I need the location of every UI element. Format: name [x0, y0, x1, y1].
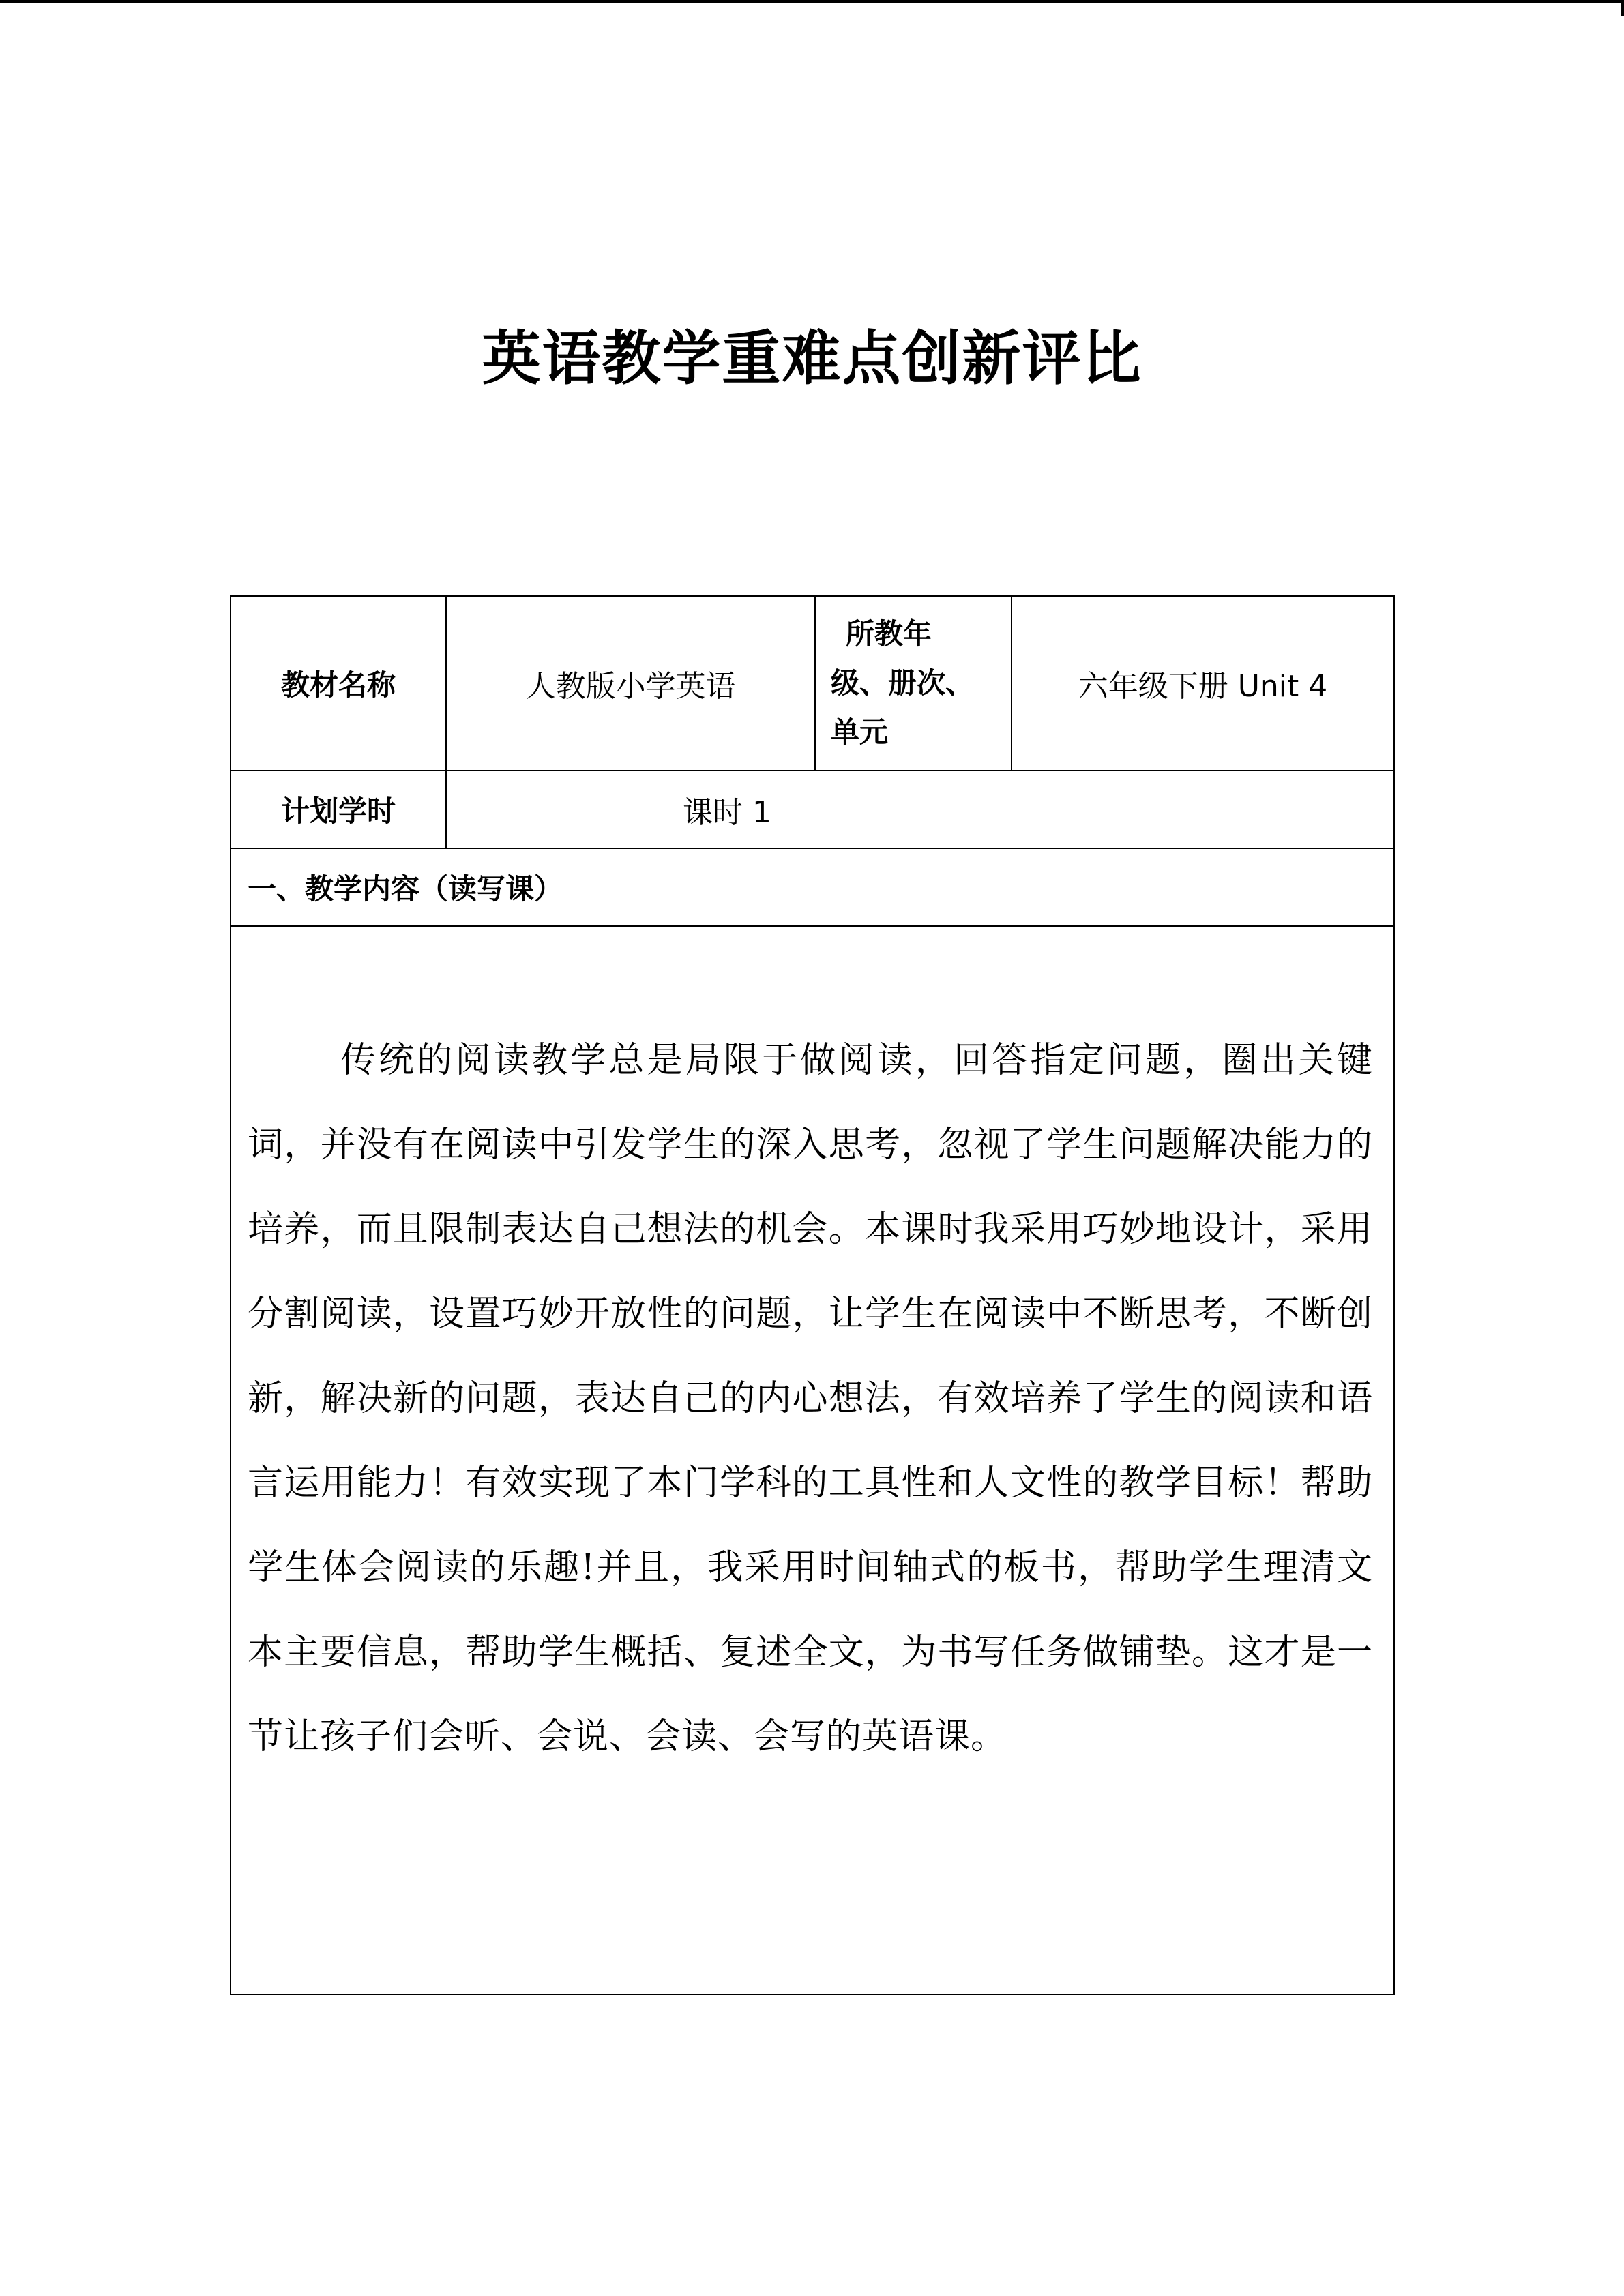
- grade-volume-unit-label: [815, 596, 1012, 771]
- section-heading: 一、教学内容（读写课）: [231, 848, 1394, 926]
- table-row-textbook: [231, 596, 1394, 771]
- document-title: 英语教学重难点创新评比: [482, 325, 1142, 393]
- grade-volume-unit-value: 六年级下册 Unit 4: [1012, 596, 1394, 771]
- textbook-label: 教材名称: [231, 596, 446, 771]
- section-body-cell: [231, 926, 1394, 1995]
- grade-label-line-2: 级、册次、: [831, 666, 975, 700]
- lesson-info-table: [230, 595, 1395, 1995]
- page-corner-mark: [1621, 0, 1624, 16]
- table-row-hours: [231, 771, 1394, 848]
- grade-label-line-3: 单元: [831, 715, 889, 749]
- planned-hours-label: 计划学时: [231, 771, 446, 848]
- table-row-section-body: [231, 926, 1394, 1995]
- grade-label-line-1: 所教年: [846, 617, 932, 651]
- section-body-text: 传统的阅读教学总是局限于做阅读，回答指定问题，圈出关键词，并没有在阅读中引发学生的深入思考，忽视了学生问题解决能力的培养，而且限制表达自己想法的机会。本课时我采用巧妙地设计，采用分割阅读，设置巧妙开放性的问题，让学生在阅读中不断思考，不断创新，解决新的问题，表达自己的内心想法，有效培养了学生的阅读和语言运用能力！有效实现了本门学科的工具性和人文性的教学目标！帮助学生体会阅读的乐趣!并且，我采用时间轴式的板书，帮助学生理清文本主要信息，帮助学生概括、复述全文，为书写任务做铺垫。这才是一节让孩子们会听、会说、会读、会写的英语课。: [248, 1040, 1373, 1757]
- planned-hours-value: 课时 1: [446, 771, 1394, 848]
- page-top-border: [0, 0, 1624, 3]
- table-row-section-heading: [231, 848, 1394, 926]
- textbook-value: 人教版小学英语: [446, 596, 815, 771]
